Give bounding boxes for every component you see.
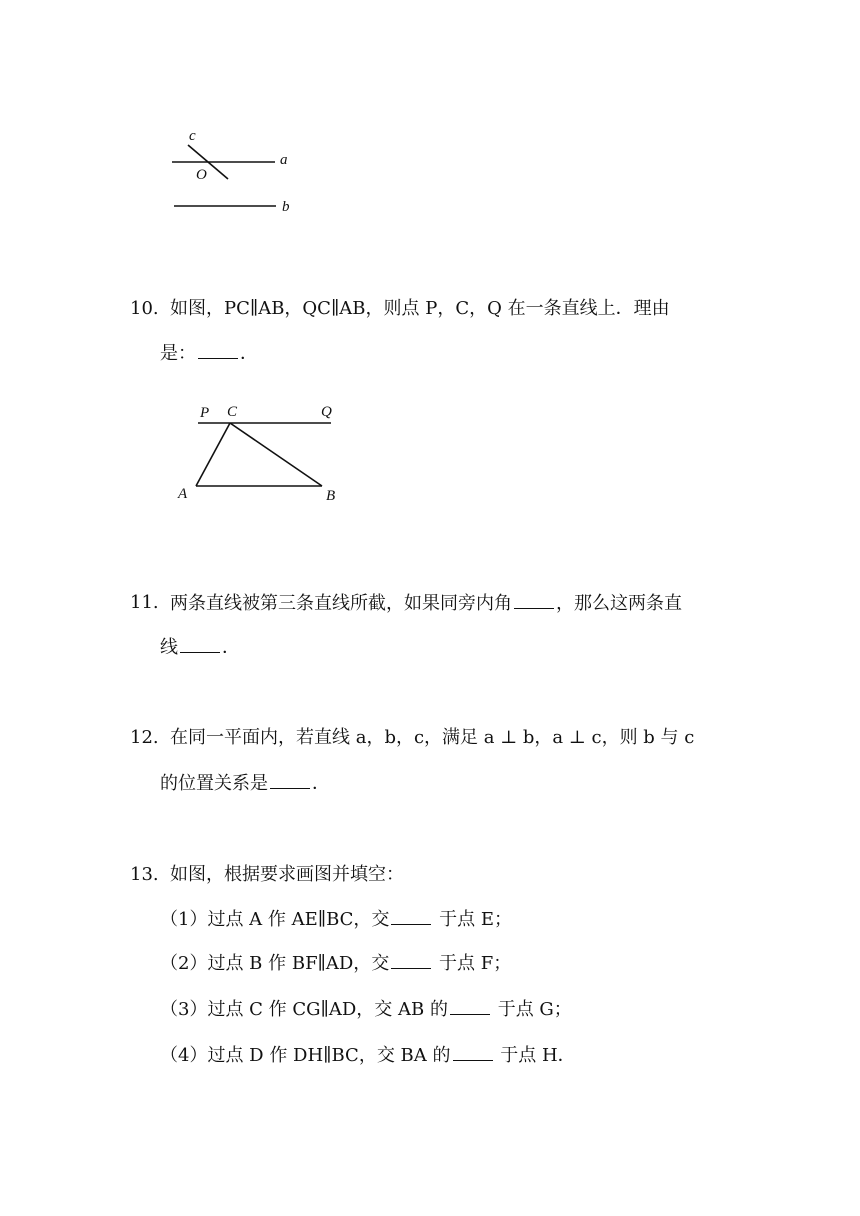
q12-blank [270, 770, 310, 789]
q10-text-line1: 如图，PC∥AB，QC∥AB，则点 P，C，Q 在一条直线上．理由 [170, 298, 670, 319]
label-a: a [280, 152, 288, 168]
q13-item-1-blank [391, 906, 431, 925]
side-CB [230, 423, 322, 486]
q13-number: 13. [130, 864, 159, 885]
q13-item-4-blank [453, 1042, 493, 1061]
q13-item-2-text: （2）过点 B 作 BF∥AD，交 [160, 953, 390, 974]
side-CA [196, 423, 230, 486]
label-Q: Q [321, 404, 332, 420]
figure-q10-triangle [170, 395, 350, 510]
q10-number: 10. [130, 298, 159, 319]
label-c: c [189, 128, 196, 144]
label-O: O [196, 167, 207, 183]
q11-number: 11. [130, 592, 159, 613]
q10-blank [198, 340, 238, 359]
q13-item-1-text: （1）过点 A 作 AE∥BC，交 [160, 909, 390, 930]
q10-text-line2: 是： ． [160, 340, 258, 367]
q11-blank-1 [514, 590, 554, 609]
label-B: B [326, 488, 336, 504]
label-P: P [200, 405, 210, 421]
q13-item-2-blank [391, 950, 431, 969]
q13-intro: 如图，根据要求画图并填空： [170, 864, 404, 885]
q12-text-line1: 在同一平面内，若直线 a，b，c，满足 a ⊥ b，a ⊥ c，则 b 与 c [170, 727, 695, 748]
q12-text-line2: 的位置关系是 ． [160, 770, 330, 797]
q12-number: 12. [130, 727, 159, 748]
q11-text-line2: 线 ． [160, 634, 240, 661]
q13-item-3-blank [450, 996, 490, 1015]
worksheet-page: c O a b 10. 如图，PC∥AB，QC∥AB，则点 P，C，Q 在一条直线上．理由 是： ． P C Q A B 11. 两条直线被第三条直线所截，如果同旁内角 ，那么这两条直 线 ． 12. 在同一平面内，若直线 a，b，c，满足 a ⊥ b，a ⊥ c，则 b 与 c 的位置关系是 ． 13. 如图，根据要求画图并填空： （1）过点 A 作 AE∥BC，交 于点 E； （2）过点 B 作 BF∥AD，交 于点 F； （3）过点 C 作 CG∥AD，交 AB 的 于点 G； （4）过点 D 作 DH∥BC，交 BA 的 于点 H． [0, 0, 860, 1216]
label-A: A [178, 486, 188, 502]
q11-text-line1: 两条直线被第三条直线所截，如果同旁内角 ，那么这两条直 [170, 590, 682, 617]
label-b: b [282, 199, 290, 215]
q11-blank-2 [180, 634, 220, 653]
q13-item-4-text: （4）过点 D 作 DH∥BC，交 BA 的 [160, 1045, 451, 1066]
figure-parallel-lines [160, 125, 310, 220]
q13-item-3-text: （3）过点 C 作 CG∥AD，交 AB 的 [160, 999, 448, 1020]
label-C: C [227, 404, 238, 420]
